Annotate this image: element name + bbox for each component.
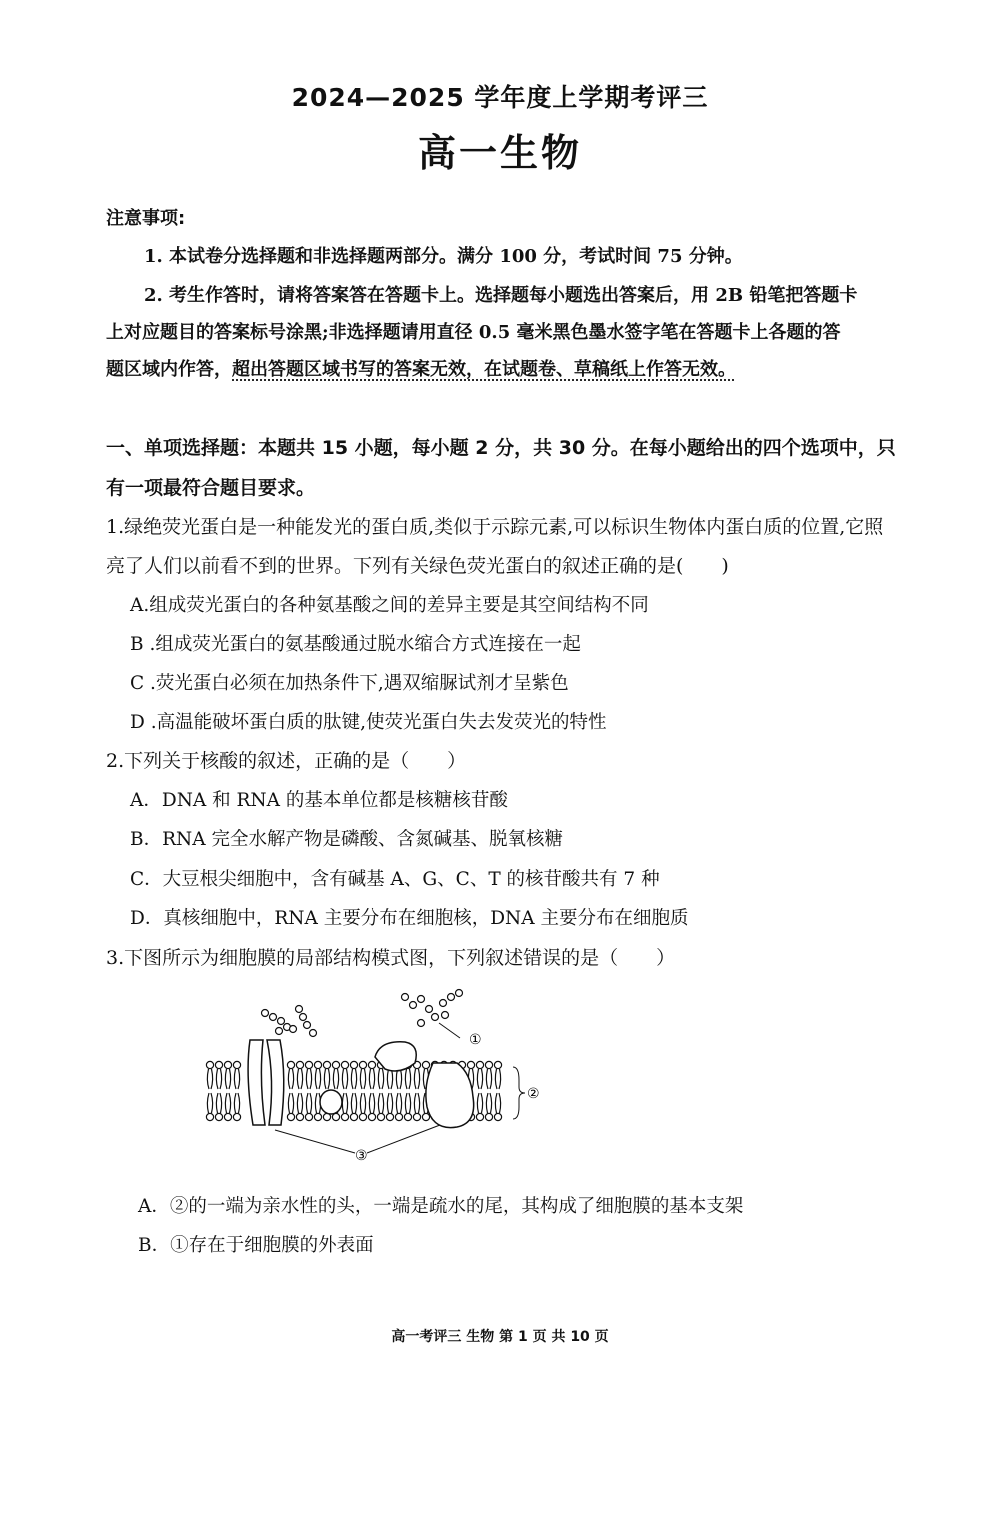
lipid-tail-inner (495, 1093, 500, 1113)
lipid-tail-outer (477, 1069, 482, 1089)
lipid-tail-outer (414, 1069, 419, 1089)
lipid-head-inner (413, 1113, 420, 1120)
lipid-head-inner (224, 1113, 231, 1120)
cell-membrane-figure (195, 985, 555, 1165)
question-1-stem-line2: 亮了人们以前看不到的世界。下列有关绿色荧光蛋白的叙述正确的是( ) (106, 555, 729, 577)
lipid-head-inner (206, 1113, 213, 1120)
label-3: ③ (355, 1148, 368, 1164)
question-2-option-a: A．DNA 和 RNA 的基本单位都是核糖核苷酸 (130, 790, 508, 811)
question-2-option-b: B．RNA 完全水解产物是磷酸、含氮碱基、脱氧核糖 (130, 829, 563, 850)
lipid-head-outer (467, 1061, 474, 1068)
lipid-tail-outer (342, 1069, 347, 1089)
transmembrane-protein-large (426, 1063, 474, 1128)
lipid-head-outer (287, 1061, 294, 1068)
lipid-tail-inner (207, 1093, 212, 1113)
lipid-head-outer (296, 1061, 303, 1068)
lipid-head-outer (206, 1061, 213, 1068)
lipid-head-inner (404, 1113, 411, 1120)
question-2-option-d: D．真核细胞中，RNA 主要分布在细胞核，DNA 主要分布在细胞质 (130, 908, 689, 929)
lipid-head-outer (350, 1061, 357, 1068)
lipid-head-outer (368, 1061, 375, 1068)
lipid-head-outer (485, 1061, 492, 1068)
lipid-head-outer (332, 1061, 339, 1068)
lipid-head-inner (494, 1113, 501, 1120)
lipid-head-outer (305, 1061, 312, 1068)
notes-item-2-line1 (106, 277, 896, 315)
question-1-option-a: A.组成荧光蛋白的各种氨基酸之间的差异主要是其空间结构不同 (130, 595, 649, 616)
question-2-option-c: C．大豆根尖细胞中，含有碱基 A、G、C、T 的核苷酸共有 7 种 (130, 869, 660, 890)
exam-title: 2024—2025 学年度上学期考评三 (291, 83, 709, 112)
lipid-head-inner (350, 1113, 357, 1120)
notes-item-2-text-3a: 题区域内作答， (106, 359, 232, 380)
lipid-head-inner (368, 1113, 375, 1120)
lipid-head-outer (314, 1061, 321, 1068)
lipid-tail-outer (207, 1069, 212, 1089)
lipid-head-inner (341, 1113, 348, 1120)
lipid-tail-outer (378, 1069, 383, 1089)
notes-item-1 (106, 238, 896, 276)
lipid-head-outer (323, 1061, 330, 1068)
notes-item-2-text-1: 2. 考生作答时，请将答案答在答题卡上。选择题每小题选出答案后，用 2B 铅笔把答题卡 (144, 285, 858, 306)
lipid-head-outer (341, 1061, 348, 1068)
lipid-tail-inner (396, 1093, 401, 1113)
lipid-head-inner (395, 1113, 402, 1120)
label-2: ② (527, 1086, 540, 1102)
question-3-stem: 3.下图所示为细胞膜的局部结构模式图，下列叙述错误的是（ ） (106, 947, 676, 969)
question-1-option-c: C .荧光蛋白必须在加热条件下,遇双缩脲试剂才呈紫色 (130, 673, 569, 694)
lipid-head-inner (485, 1113, 492, 1120)
lipid-head-outer (422, 1061, 429, 1068)
lipid-tail-outer (306, 1069, 311, 1089)
lipid-tail-outer (288, 1069, 293, 1089)
lipid-head-inner (287, 1113, 294, 1120)
lipid-tail-inner (234, 1093, 239, 1113)
lipid-tail-outer (486, 1069, 491, 1089)
lipid-head-inner (476, 1113, 483, 1120)
channel-protein-left (248, 1040, 265, 1125)
lipid-tail-outer (369, 1069, 374, 1089)
glycoprotein-chains (262, 990, 463, 1037)
lipid-tail-outer (387, 1069, 392, 1089)
lipid-tail-outer (333, 1069, 338, 1089)
lipid-tail-inner (288, 1093, 293, 1113)
lipid-head-outer (476, 1061, 483, 1068)
question-3-option-a: A．②的一端为亲水性的头，一端是疏水的尾，其构成了细胞膜的基本支架 (138, 1196, 744, 1217)
lipid-head-inner (215, 1113, 222, 1120)
question-1-option-d: D .高温能破坏蛋白质的肽键,使荧光蛋白失去发荧光的特性 (130, 712, 607, 733)
lipid-tail-outer (396, 1069, 401, 1089)
lipid-tail-outer (297, 1069, 302, 1089)
question-1-option-b: B .组成荧光蛋白的氨基酸通过脱水缩合方式连接在一起 (130, 634, 581, 655)
channel-protein-right (267, 1040, 284, 1125)
lipid-tail-inner (477, 1093, 482, 1113)
embedded-protein-small (320, 1090, 342, 1114)
lipid-head-inner (377, 1113, 384, 1120)
lipid-tail-inner (342, 1093, 347, 1113)
lipid-head-inner (296, 1113, 303, 1120)
question-1-stem-line1: 1.绿绝荧光蛋白是一种能发光的蛋白质,类似于示踪元素,可以标识生物体内蛋白质的位置,它照 (106, 516, 884, 538)
notes-item-2-emphasis: 超出答题区域书写的答案无效，在试题卷、草稿纸上作答无效。 (232, 359, 736, 380)
label-1: ① (469, 1032, 482, 1048)
lipid-tail-outer (225, 1069, 230, 1089)
lipid-tail-inner (369, 1093, 374, 1113)
lipid-head-inner (422, 1113, 429, 1120)
question-2-stem: 2.下列关于核酸的叙述，正确的是（ ） (106, 750, 467, 772)
surface-protein (375, 1042, 416, 1071)
lipid-head-outer (224, 1061, 231, 1068)
lipid-tail-inner (486, 1093, 491, 1113)
lipid-head-outer (359, 1061, 366, 1068)
lipid-tail-inner (387, 1093, 392, 1113)
notes-item-2-line2: 上对应题目的答案标号涂黑;非选择题请用直径 0.5 毫米黑色墨水签字笔在答题卡上各题的答 (106, 322, 841, 343)
lipid-tail-outer (315, 1069, 320, 1089)
section-1-heading: 一、单项选择题：本题共 15 小题，每小题 2 分，共 30 分。在每小题给出的四个选项中，只有一项最符合题目要求。 (106, 437, 896, 499)
question-3-option-b: B．①存在于细胞膜的外表面 (138, 1235, 374, 1256)
lipid-head-inner (359, 1113, 366, 1120)
lipid-head-outer (494, 1061, 501, 1068)
lipid-tail-inner (306, 1093, 311, 1113)
lipid-tail-outer (351, 1069, 356, 1089)
subject-title: 高一生物 (417, 131, 582, 175)
lipid-tail-inner (405, 1093, 410, 1113)
lipid-tail-inner (351, 1093, 356, 1113)
lipid-tail-inner (360, 1093, 365, 1113)
lipid-tail-inner (216, 1093, 221, 1113)
lipid-head-outer (215, 1061, 222, 1068)
lipid-head-outer (233, 1061, 240, 1068)
notes-item-2-line3 (106, 351, 896, 389)
lipid-tail-outer (324, 1069, 329, 1089)
lipid-tail-inner (414, 1093, 419, 1113)
lipid-head-inner (314, 1113, 321, 1120)
lipid-tail-outer (216, 1069, 221, 1089)
notes-item-1-text: 1. 本试卷分选择题和非选择题两部分。满分 100 分，考试时间 75 分钟。 (144, 246, 743, 267)
lipid-head-inner (386, 1113, 393, 1120)
lipid-tail-outer (405, 1069, 410, 1089)
page-footer: 高一考评三 生物 第 1 页 共 10 页 (391, 1329, 609, 1345)
lipid-tail-inner (378, 1093, 383, 1113)
notes-title: 注意事项: (106, 208, 186, 229)
lipid-tail-outer (234, 1069, 239, 1089)
lipid-tail-inner (297, 1093, 302, 1113)
lipid-tail-outer (495, 1069, 500, 1089)
lipid-tail-outer (360, 1069, 365, 1089)
lipid-head-inner (233, 1113, 240, 1120)
lipid-tail-inner (225, 1093, 230, 1113)
lipid-head-inner (305, 1113, 312, 1120)
